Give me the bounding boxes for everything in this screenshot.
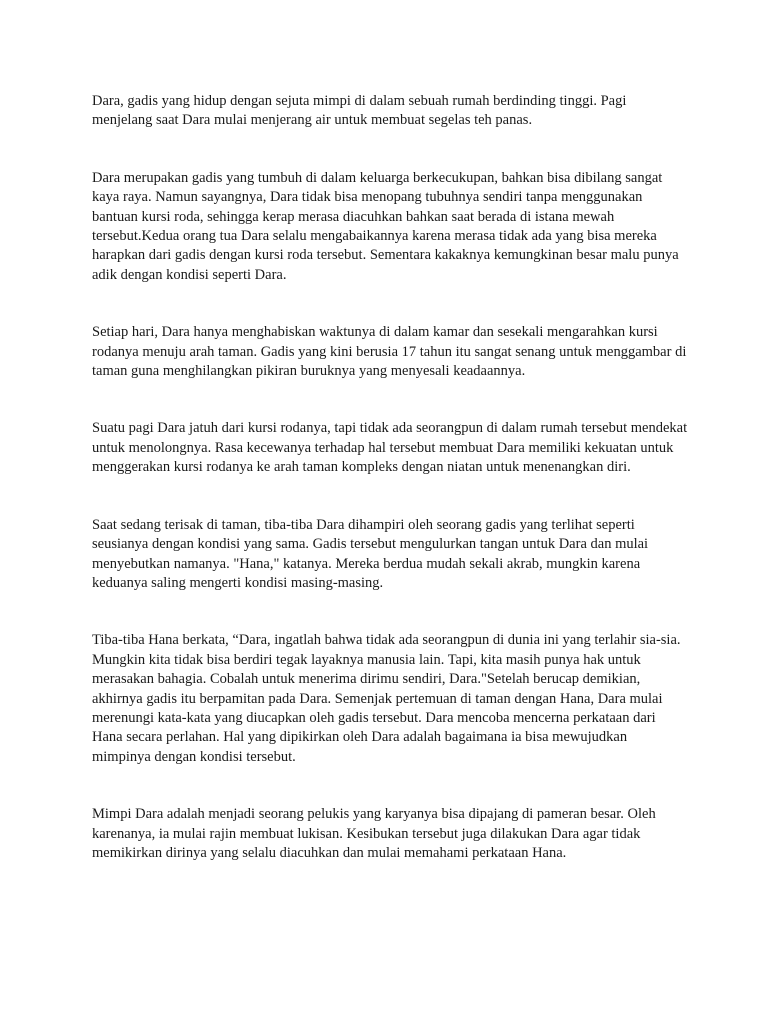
paragraph-2: Dara merupakan gadis yang tumbuh di dalam keluarga berkecukupan, bahkan bisa dibilang sangat kaya raya. Namun sayangnya, Dara tidak bisa menopang tubuhnya sendiri tanpa menggunakan bantuan kursi roda, sehingga kerap merasa diacuhkan bahkan saat berada di istana mewah tersebut.Kedua orang tua Dara selalu mengabaikannya karena merasa tidak ada yang bisa mereka harapkan dari gadis dengan kursi roda tersebut. Sementara kakaknya kemungkinan besar malu punya adik dengan kondisi seperti Dara. xyxy=(92,169,679,283)
paragraph-7: Mimpi Dara adalah menjadi seorang pelukis yang karyanya bisa dipajang di pameran besar. Oleh karenanya, ia mulai rajin membuat lukisan. Kesibukan tersebut juga dilakukan Dara agar tidak memikirkan dirinya yang selalu diacuhkan dan mulai memahami perkataan Hana. xyxy=(92,806,656,861)
paragraph-1: Dara, gadis yang hidup dengan sejuta mimpi di dalam sebuah rumah berdinding tinggi. Pagi menjelang saat Dara mulai menjerang air untuk membuat segelas teh panas. xyxy=(92,93,627,129)
paragraph-6: Tiba-tiba Hana berkata, “Dara, ingatlah bahwa tidak ada seorangpun di dunia ini yang terlahir sia-sia. Mungkin kita tidak bisa berdiri tegak layaknya manusia lain. Tapi, kita masih punya hak untuk merasakan bahagia. Cobalah untuk menerima dirimu sendiri, Dara."Setelah berucap demikian, akhirnya gadis itu berpamitan pada Dara. Semenjak pertemuan di taman dengan Hana, Dara mulai merenungi kata-kata yang diucapkan oleh gadis tersebut. Dara mencoba mencerna perkataan dari Hana secara perlahan. Hal yang dipikirkan oleh Dara adalah bagaimana ia bisa mewujudkan mimpinya dengan kondisi tersebut. xyxy=(92,632,681,765)
document-body xyxy=(92,92,688,901)
paragraph-5: Saat sedang terisak di taman, tiba-tiba Dara dihampiri oleh seorang gadis yang terlihat seperti seusianya dengan kondisi yang sama. Gadis tersebut mengulurkan tangan untuk Dara dan mulai menyebutkan namanya. "Hana," katanya. Mereka berdua mudah sekali akrab, mungkin karena keduanya saling mengerti kondisi masing-masing. xyxy=(92,516,649,591)
paragraph-4: Suatu pagi Dara jatuh dari kursi rodanya, tapi tidak ada seorangpun di dalam rumah tersebut mendekat untuk menolongnya. Rasa kecewanya terhadap hal tersebut membuat Dara memiliki kekuatan untuk menggerakan kursi rodanya ke arah taman kompleks dengan niatan untuk menenangkan diri. xyxy=(92,420,688,476)
paragraph-3: Setiap hari, Dara hanya menghabiskan waktunya di dalam kamar dan sesekali mengarahkan kursi rodanya menuju arah taman. Gadis yang kini berusia 17 tahun itu sangat senang untuk menggambar di taman guna menghilangkan pikiran buruknya yang menyesali keadaannya. xyxy=(92,324,687,380)
